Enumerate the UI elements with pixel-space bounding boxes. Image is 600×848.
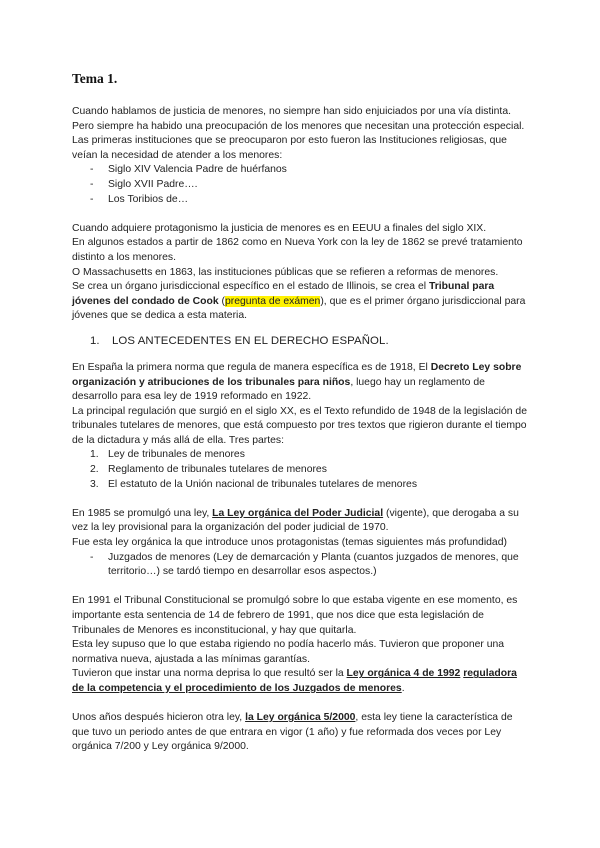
y1985-paragraph-1: En 1985 se promulgó una ley, La Ley orgánica del Poder Judicial (vigente), que derogaba a su vez la ley provisional para la organización del poder judicial de 1970.	[72, 507, 519, 534]
y1985-paragraph-2: Fue esta ley orgánica la que introduce unos protagonistas (temas siguientes más profundidad)	[72, 537, 507, 549]
section-heading: 1. LOS ANTECEDENTES EN EL DERECHO ESPAÑOL.	[90, 334, 389, 347]
protagonists-list	[72, 551, 528, 580]
spain-paragraph-2: La principal regulación que surgió en el siglo XX, es el Texto refundido de 1948 de la legislación de tribunales tutelares de menores, que está compuesto por tres textos que rigieron durante el tiempo de la dictadura y más allá de ella. Tres partes:	[72, 405, 527, 446]
exam-question-highlight: pregunta de exámen	[225, 295, 321, 307]
list-item: 1. Ley de tribunales de menores	[90, 449, 245, 461]
list-item: - Siglo XVII Padre….	[90, 178, 528, 193]
list-item: - Los Toribios de…	[90, 193, 528, 208]
y1991-paragraph-1: En 1991 el Tribunal Constitucional se promulgó sobre lo que estaba vigente en ese momento, es importante esta sentencia de 14 de febrero de 1991, que nos dice que esta legislación de Tribunales de Menores es inconstitucional, y hay que quitarla.	[72, 595, 518, 636]
lo-4-1992-bold: Ley orgánica 4 de 1992	[346, 668, 461, 680]
intro-paragraph-2: Las primeras instituciones que se preocuparon por esto fueron las Instituciones religiosas, que veían la necesidad de atender a los menores:	[72, 135, 507, 161]
page-title: Tema 1.	[72, 71, 118, 86]
list-item: 3. El estatuto de la Unión nacional de tribunales tutelares de menores	[90, 478, 418, 490]
list-item: - Juzgados de menores (Ley de demarcación y Planta (cuantos juzgados de menores, que territorio…) se tardó tiempo en desarrollar esos aspectos.)	[90, 551, 528, 580]
usa-paragraph-3: O Massachusetts en 1863, las instituciones públicas que se refieren a reformas de menores.	[72, 266, 499, 278]
decreto-ley-bold: Decreto Ley sobre organización y atribuciones de los tribunales para niños	[72, 361, 522, 388]
list-item: 2. Reglamento de tribunales tutelares de menores	[90, 464, 327, 476]
religious-institutions-list	[72, 163, 528, 207]
three-parts-list	[72, 448, 528, 492]
lo-5-2000-bold: la Ley orgánica 5/2000	[245, 712, 356, 724]
cook-tribunal-bold: Tribunal para jóvenes del condado de Cook	[72, 281, 495, 307]
final-paragraph: Unos años después hicieron otra ley, la Ley orgánica 5/2000, esta ley tiene la característica de que tuvo un periodo antes de que entrara en vigor (1 año) y fue reformada dos veces por Ley orgánica 7/200 y Ley orgánica 9/2000.	[72, 712, 513, 753]
juzgados-menores-bold: reguladora de la competencia y el procedimiento de los Juzgados de menores	[72, 668, 517, 694]
lopj-bold: La Ley orgánica del Poder Judicial	[212, 507, 384, 519]
list-item: - Siglo XIV Valencia Padre de huérfanos	[90, 163, 528, 178]
y1991-paragraph-3: Tuvieron que instar una norma deprisa lo que resultó ser la Ley orgánica 4 de 1992 reguladora de la competencia y el procedimiento de los Juzgados de menores.	[72, 668, 517, 694]
usa-paragraph-4: Se crea un órgano jurisdiccional específico en el estado de Illinois, se crea el Tribunal para jóvenes del condado de Cook (pregunta de exámen), que es el primer órgano jurisdiccional para jóvenes que se dedica a esta materia.	[72, 281, 526, 322]
y1991-paragraph-2: Esta ley supuso que lo que estaba rigiendo no podía hacerlo más. Tuvieron que proponer una normativa nueva, ajustada a las mínimas garantías.	[72, 639, 505, 665]
usa-paragraph-2: En algunos estados a partir de 1862 como en Nueva York con la ley de 1862 se prevé tratamiento distinto a los menores.	[72, 237, 523, 263]
usa-paragraph-1: Cuando adquiere protagonismo la justicia de menores es en EEUU a finales del siglo XIX.	[72, 222, 487, 234]
spain-paragraph-1: En España la primera norma que regula de manera específica es de 1918, El Decreto Ley sobre organización y atribuciones de los tribunales para niños, luego hay un reglamento de desarrollo para esa ley de 1919 reformado en 1922.	[72, 361, 522, 403]
intro-paragraph-1: Cuando hablamos de justicia de menores, no siempre han sido enjuiciados por una vía distinta. Pero siempre ha habido una preocupación de los menores que necesitan una protección especial.	[72, 106, 525, 132]
